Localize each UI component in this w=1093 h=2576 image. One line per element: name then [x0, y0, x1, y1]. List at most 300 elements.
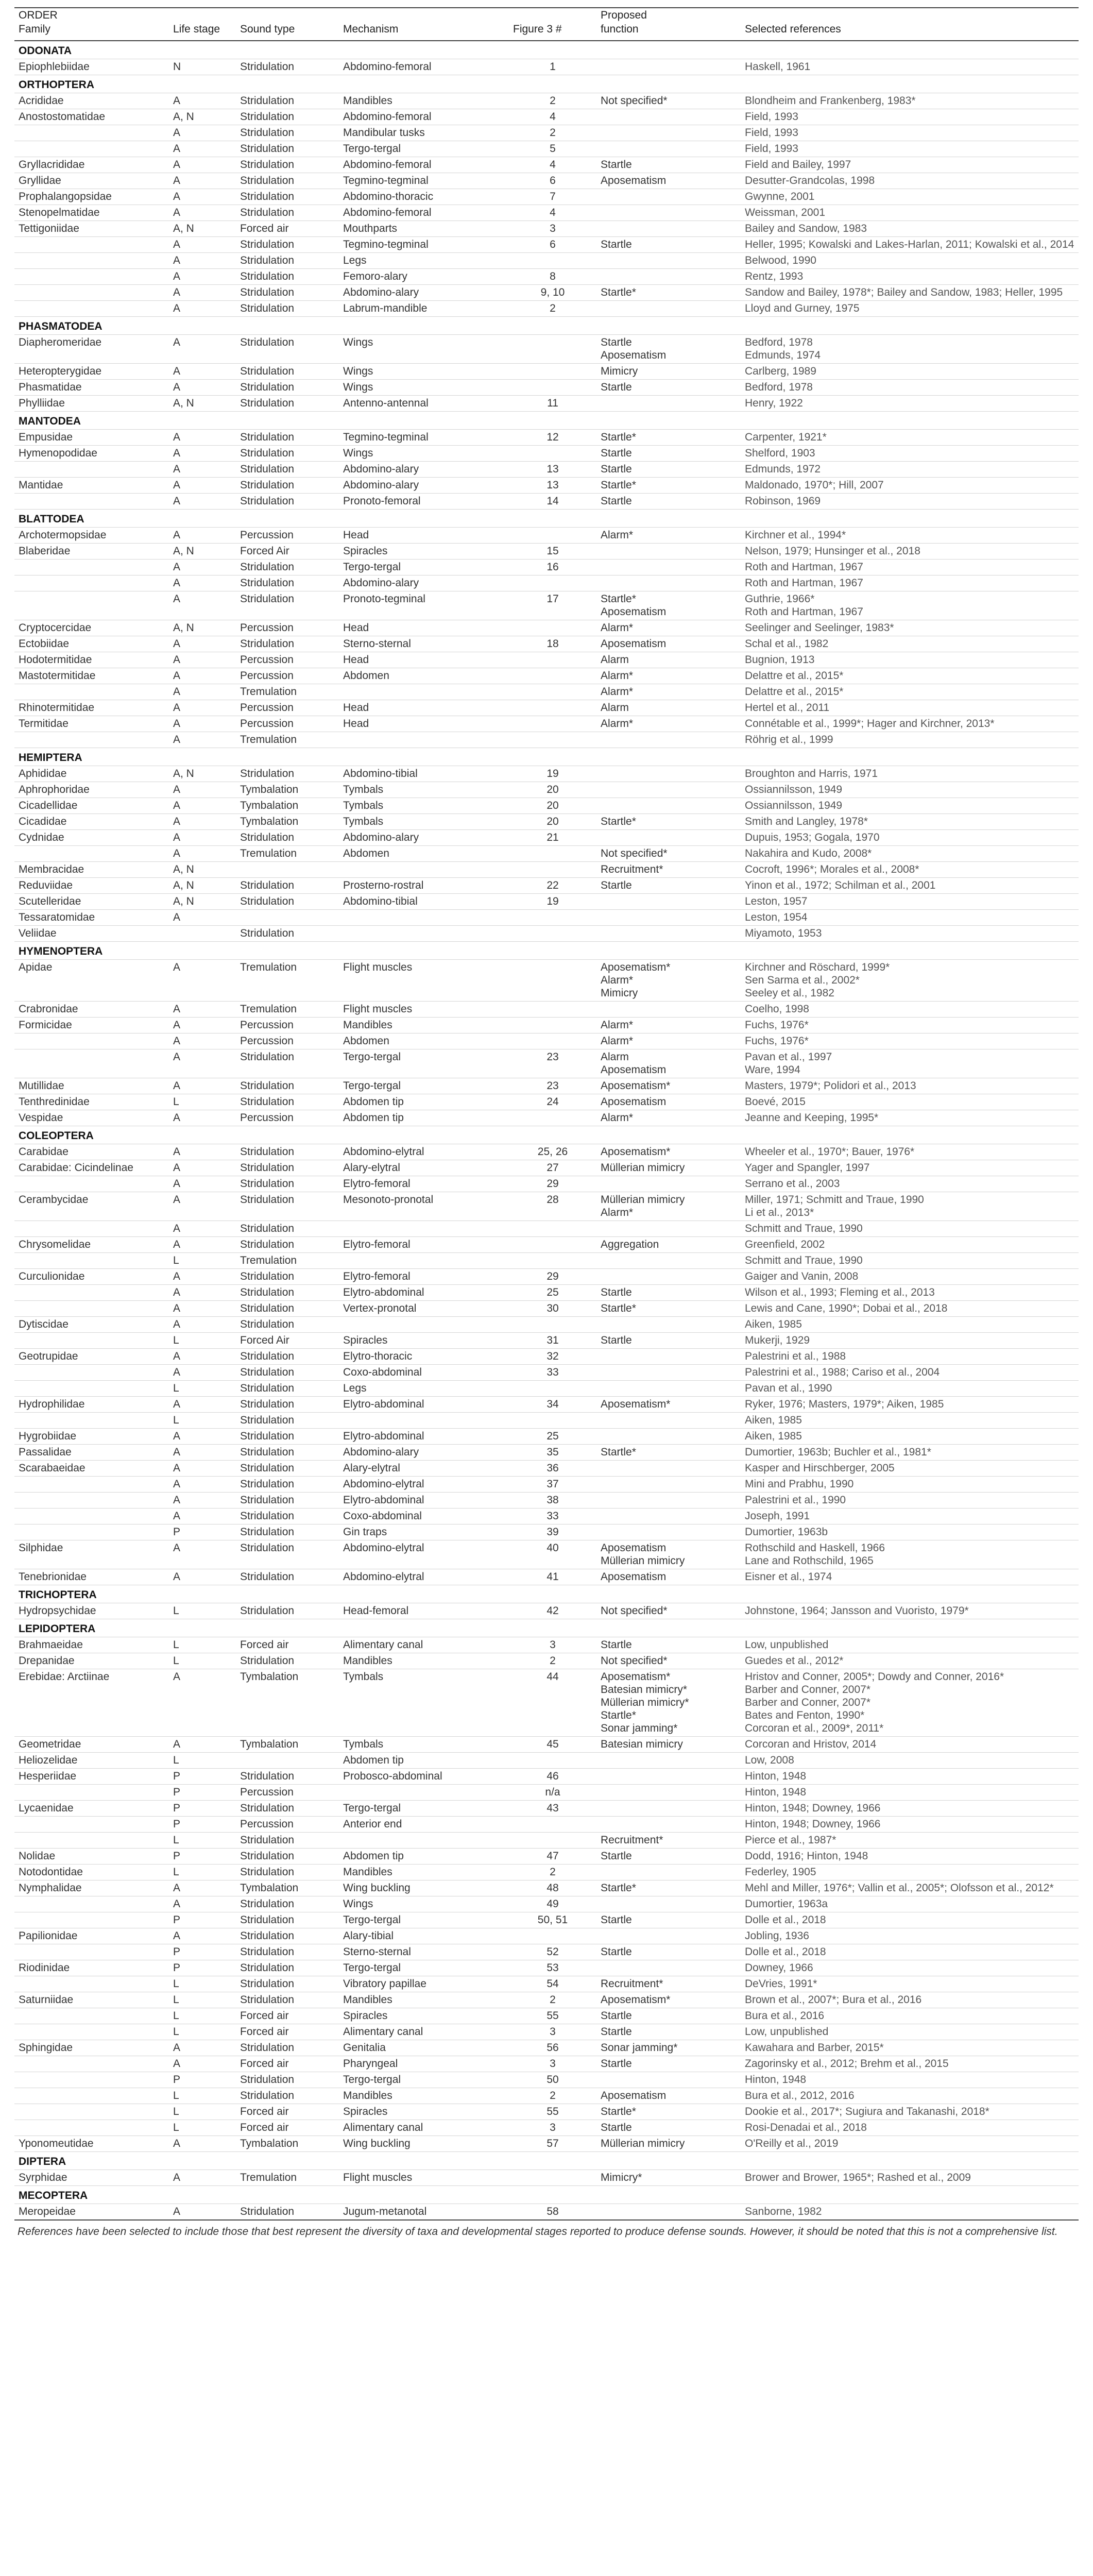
order-name: ORTHOPTERA: [14, 75, 1079, 93]
sound-type-cell: Forced air: [236, 2104, 339, 2120]
life-stage-cell: A, N: [169, 620, 236, 636]
sound-type-cell: Stridulation: [236, 173, 339, 189]
sound-type-cell: Stridulation: [236, 1221, 339, 1237]
sound-type-cell: Stridulation: [236, 1833, 339, 1849]
table-row: [14, 237, 1079, 253]
table-row: [14, 1237, 1079, 1253]
sound-type-cell: Stridulation: [236, 591, 339, 620]
figure-number-cell: 9, 10: [509, 285, 596, 301]
sound-type-cell: [236, 862, 339, 878]
figure-number-cell: 34: [509, 1397, 596, 1413]
figure-number-cell: 37: [509, 1477, 596, 1493]
mechanism-cell: Legs: [339, 1381, 509, 1397]
mechanism-cell: Head: [339, 652, 509, 668]
figure-number-cell: [509, 668, 596, 684]
references-cell: Rothschild and Haskell, 1966 Lane and Rothschild, 1965: [741, 1540, 1079, 1569]
proposed-function-cell: Alarm*: [596, 1110, 741, 1126]
life-stage-cell: A: [169, 1569, 236, 1585]
family-cell: Passalidae: [14, 1445, 169, 1461]
mechanism-cell: Wing buckling: [339, 2136, 509, 2152]
mechanism-cell: Mandibles: [339, 1865, 509, 1880]
proposed-function-cell: [596, 1477, 741, 1493]
family-cell: [14, 1785, 169, 1801]
proposed-function-cell: [596, 1413, 741, 1429]
table-row: [14, 2072, 1079, 2088]
references-cell: Sanborne, 1982: [741, 2204, 1079, 2221]
table-row: [14, 2056, 1079, 2072]
family-cell: Reduviidae: [14, 878, 169, 894]
mechanism-cell: Tymbals: [339, 1737, 509, 1753]
sound-type-cell: Stridulation: [236, 1365, 339, 1381]
life-stage-cell: A: [169, 1365, 236, 1381]
proposed-function-cell: Müllerian mimicry Alarm*: [596, 1192, 741, 1221]
proposed-function-cell: Alarm*: [596, 684, 741, 700]
mechanism-cell: Coxo-abdominal: [339, 1365, 509, 1381]
mechanism-cell: Head: [339, 528, 509, 544]
references-cell: Kirchner et al., 1994*: [741, 528, 1079, 544]
table-row: [14, 253, 1079, 269]
family-cell: Aphididae: [14, 766, 169, 782]
proposed-function-cell: Not specified*: [596, 846, 741, 862]
references-cell: Ossiannilsson, 1949: [741, 798, 1079, 814]
sound-type-cell: Tremulation: [236, 1253, 339, 1269]
references-cell: Carlberg, 1989: [741, 364, 1079, 380]
proposed-function-cell: Startle*: [596, 1445, 741, 1461]
mechanism-cell: Elytro-abdominal: [339, 1429, 509, 1445]
table-row: [14, 1637, 1079, 1653]
family-cell: [14, 237, 169, 253]
references-cell: Brower and Brower, 1965*; Rashed et al., 2009: [741, 2170, 1079, 2186]
life-stage-cell: A: [169, 93, 236, 109]
references-cell: Masters, 1979*; Polidori et al., 2013: [741, 1078, 1079, 1094]
references-cell: Connétable et al., 1999*; Hager and Kirchner, 2013*: [741, 716, 1079, 732]
table-row: [14, 1192, 1079, 1221]
figure-number-cell: 19: [509, 766, 596, 782]
table-row: [14, 1002, 1079, 1018]
proposed-function-cell: Mimicry*: [596, 2170, 741, 2186]
references-cell: Dupuis, 1953; Gogala, 1970: [741, 830, 1079, 846]
sound-type-cell: Stridulation: [236, 430, 339, 446]
family-cell: Scarabaeidae: [14, 1461, 169, 1477]
life-stage-cell: A, N: [169, 396, 236, 412]
proposed-function-cell: Recruitment*: [596, 862, 741, 878]
family-cell: Tessaratomidae: [14, 910, 169, 926]
figure-number-cell: 2: [509, 1865, 596, 1880]
figure-number-cell: 33: [509, 1509, 596, 1524]
order-name: PHASMATODEA: [14, 317, 1079, 335]
figure-number-cell: 44: [509, 1669, 596, 1737]
sound-type-cell: Stridulation: [236, 494, 339, 510]
family-cell: Cryptocercidae: [14, 620, 169, 636]
proposed-function-cell: [596, 1928, 741, 1944]
table-row: [14, 1603, 1079, 1619]
family-cell: [14, 1976, 169, 1992]
sound-type-cell: [236, 1753, 339, 1769]
proposed-function-cell: [596, 1817, 741, 1833]
life-stage-cell: A, N: [169, 544, 236, 560]
life-stage-cell: A: [169, 1192, 236, 1221]
mechanism-cell: Sterno-sternal: [339, 636, 509, 652]
proposed-function-cell: [596, 396, 741, 412]
table-row: [14, 1018, 1079, 1033]
figure-number-cell: [509, 1833, 596, 1849]
figure-number-cell: 29: [509, 1269, 596, 1285]
table-row: [14, 396, 1079, 412]
table-row: [14, 1769, 1079, 1785]
life-stage-cell: A: [169, 141, 236, 157]
sound-type-cell: Percussion: [236, 1110, 339, 1126]
table-row: [14, 1849, 1079, 1865]
mechanism-cell: Pronoto-tegminal: [339, 591, 509, 620]
references-cell: Robinson, 1969: [741, 494, 1079, 510]
proposed-function-cell: Aposematism*: [596, 1144, 741, 1160]
mechanism-cell: Abdomino-alary: [339, 830, 509, 846]
figure-number-cell: 57: [509, 2136, 596, 2152]
proposed-function-cell: [596, 1176, 741, 1192]
references-cell: Brown et al., 2007*; Bura et al., 2016: [741, 1992, 1079, 2008]
figure-number-cell: 40: [509, 1540, 596, 1569]
proposed-function-cell: [596, 125, 741, 141]
life-stage-cell: A: [169, 1445, 236, 1461]
proposed-function-cell: Alarm*: [596, 1018, 741, 1033]
figure-number-cell: [509, 1110, 596, 1126]
references-cell: Palestrini et al., 1988; Cariso et al., 2004: [741, 1365, 1079, 1381]
proposed-function-cell: [596, 575, 741, 591]
family-cell: Chrysomelidae: [14, 1237, 169, 1253]
life-stage-cell: A: [169, 1397, 236, 1413]
family-cell: [14, 2008, 169, 2024]
figure-number-cell: 14: [509, 494, 596, 510]
family-cell: [14, 1477, 169, 1493]
sound-type-cell: Stridulation: [236, 1429, 339, 1445]
life-stage-cell: A: [169, 1033, 236, 1049]
proposed-function-cell: [596, 766, 741, 782]
proposed-function-cell: [596, 1524, 741, 1540]
figure-number-cell: 11: [509, 396, 596, 412]
figure-number-cell: 8: [509, 269, 596, 285]
life-stage-cell: A: [169, 335, 236, 364]
order-name: MECOPTERA: [14, 2186, 1079, 2204]
life-stage-cell: A: [169, 189, 236, 205]
family-cell: Hydrophilidae: [14, 1397, 169, 1413]
table-footnote: References have been selected to include those that best represent the diversity of taxa and developmental stages reported to produce defense sounds. However, it should be noted that this is not a comprehensive list.: [18, 2226, 1058, 2238]
sound-type-cell: Percussion: [236, 700, 339, 716]
sound-type-cell: Tremulation: [236, 2170, 339, 2186]
mechanism-cell: Alimentary canal: [339, 2024, 509, 2040]
table-row: [14, 1253, 1079, 1269]
family-cell: [14, 1509, 169, 1524]
family-cell: Cicadidae: [14, 814, 169, 830]
life-stage-cell: P: [169, 1849, 236, 1865]
figure-number-cell: 2: [509, 1653, 596, 1669]
figure-number-cell: 4: [509, 109, 596, 125]
figure-number-cell: 15: [509, 544, 596, 560]
family-cell: [14, 1253, 169, 1269]
sound-type-cell: [236, 910, 339, 926]
proposed-function-cell: Startle*: [596, 478, 741, 494]
mechanism-cell: Head: [339, 700, 509, 716]
table-row: [14, 205, 1079, 221]
sound-type-cell: Tremulation: [236, 732, 339, 748]
mechanism-cell: Tymbals: [339, 814, 509, 830]
sound-type-cell: Stridulation: [236, 1477, 339, 1493]
figure-number-cell: [509, 2170, 596, 2186]
table-row: [14, 846, 1079, 862]
figure-number-cell: 50: [509, 2072, 596, 2088]
references-cell: Sandow and Bailey, 1978*; Bailey and Sandow, 1983; Heller, 1995: [741, 285, 1079, 301]
proposed-function-cell: [596, 1509, 741, 1524]
sound-type-cell: Stridulation: [236, 1317, 339, 1333]
family-cell: Formicidae: [14, 1018, 169, 1033]
family-cell: [14, 1033, 169, 1049]
mechanism-cell: Abdomen: [339, 1033, 509, 1049]
family-cell: Carabidae: [14, 1144, 169, 1160]
family-cell: Apidae: [14, 960, 169, 1002]
sound-type-cell: Stridulation: [236, 830, 339, 846]
family-cell: Phylliidae: [14, 396, 169, 412]
mechanism-cell: Tergo-tergal: [339, 1960, 509, 1976]
mechanism-cell: [339, 1833, 509, 1849]
mechanism-cell: Abdomen tip: [339, 1094, 509, 1110]
figure-number-cell: 2: [509, 93, 596, 109]
proposed-function-cell: [596, 560, 741, 575]
sound-type-cell: Stridulation: [236, 2204, 339, 2221]
mechanism-cell: Flight muscles: [339, 1002, 509, 1018]
mechanism-cell: Mandibles: [339, 1992, 509, 2008]
mechanism-cell: Alary-tibial: [339, 1928, 509, 1944]
order-heading-row: [14, 1585, 1079, 1603]
family-cell: Curculionidae: [14, 1269, 169, 1285]
figure-number-cell: 22: [509, 878, 596, 894]
mechanism-cell: Abdomino-tibial: [339, 766, 509, 782]
sound-type-cell: Stridulation: [236, 1540, 339, 1569]
life-stage-cell: A: [169, 1509, 236, 1524]
life-stage-cell: L: [169, 1603, 236, 1619]
table-row: [14, 2204, 1079, 2221]
proposed-function-cell: Startle*: [596, 430, 741, 446]
family-cell: [14, 846, 169, 862]
mechanism-cell: Abdomen tip: [339, 1110, 509, 1126]
sound-type-cell: Stridulation: [236, 1944, 339, 1960]
proposed-function-cell: Startle: [596, 237, 741, 253]
family-cell: Hodotermitidae: [14, 652, 169, 668]
family-cell: Mantidae: [14, 478, 169, 494]
life-stage-cell: A: [169, 1317, 236, 1333]
family-cell: Empusidae: [14, 430, 169, 446]
sound-type-cell: Stridulation: [236, 1461, 339, 1477]
sound-type-cell: Stridulation: [236, 269, 339, 285]
proposed-function-cell: Not specified*: [596, 93, 741, 109]
figure-number-cell: 43: [509, 1801, 596, 1817]
references-cell: Wilson et al., 1993; Fleming et al., 2013: [741, 1285, 1079, 1301]
life-stage-cell: A: [169, 684, 236, 700]
references-cell: Gaiger and Vanin, 2008: [741, 1269, 1079, 1285]
sound-type-cell: Stridulation: [236, 1349, 339, 1365]
proposed-function-cell: Startle: [596, 1333, 741, 1349]
mechanism-cell: Tergo-tergal: [339, 1801, 509, 1817]
figure-number-cell: [509, 335, 596, 364]
figure-number-cell: n/a: [509, 1785, 596, 1801]
order-heading-row: [14, 2186, 1079, 2204]
references-cell: Delattre et al., 2015*: [741, 684, 1079, 700]
table-row: [14, 782, 1079, 798]
sound-type-cell: Percussion: [236, 668, 339, 684]
family-cell: Gryllacrididae: [14, 157, 169, 173]
mechanism-cell: Abdomino-alary: [339, 285, 509, 301]
proposed-function-cell: Aposematism*: [596, 1397, 741, 1413]
proposed-function-cell: [596, 1253, 741, 1269]
table-row: [14, 2170, 1079, 2186]
life-stage-cell: A: [169, 1461, 236, 1477]
family-cell: [14, 1381, 169, 1397]
references-cell: Henry, 1922: [741, 396, 1079, 412]
table-row: [14, 109, 1079, 125]
family-cell: [14, 732, 169, 748]
life-stage-cell: A, N: [169, 766, 236, 782]
mechanism-cell: Femoro-alary: [339, 269, 509, 285]
family-cell: Aphrophoridae: [14, 782, 169, 798]
sound-type-cell: Stridulation: [236, 1801, 339, 1817]
references-cell: Low, unpublished: [741, 2024, 1079, 2040]
figure-number-cell: 53: [509, 1960, 596, 1976]
sound-type-cell: Stridulation: [236, 1192, 339, 1221]
references-cell: Fuchs, 1976*: [741, 1033, 1079, 1049]
mechanism-cell: Alimentary canal: [339, 1637, 509, 1653]
mechanism-cell: Abdomino-tibial: [339, 894, 509, 910]
sound-type-cell: Stridulation: [236, 1992, 339, 2008]
figure-number-cell: [509, 1381, 596, 1397]
proposed-function-cell: [596, 1785, 741, 1801]
references-cell: Pavan et al., 1990: [741, 1381, 1079, 1397]
family-cell: Sphingidae: [14, 2040, 169, 2056]
life-stage-cell: A: [169, 1429, 236, 1445]
family-cell: [14, 1524, 169, 1540]
proposed-function-cell: Not specified*: [596, 1603, 741, 1619]
mechanism-cell: Elytro-thoracic: [339, 1349, 509, 1365]
mechanism-cell: Sterno-sternal: [339, 1944, 509, 1960]
life-stage-cell: P: [169, 1960, 236, 1976]
proposed-function-cell: Startle: [596, 380, 741, 396]
life-stage-cell: A: [169, 1737, 236, 1753]
sound-type-cell: Stridulation: [236, 109, 339, 125]
table-row: [14, 830, 1079, 846]
mechanism-cell: Abdomino-femoral: [339, 205, 509, 221]
family-cell: [14, 591, 169, 620]
figure-number-cell: 27: [509, 1160, 596, 1176]
life-stage-cell: A: [169, 960, 236, 1002]
proposed-function-cell: [596, 1002, 741, 1018]
proposed-function-cell: Startle: [596, 157, 741, 173]
mechanism-cell: Abdomino-thoracic: [339, 189, 509, 205]
mechanism-cell: Elytro-abdominal: [339, 1285, 509, 1301]
family-cell: Drepanidae: [14, 1653, 169, 1669]
references-cell: Miyamoto, 1953: [741, 926, 1079, 942]
proposed-function-cell: [596, 1365, 741, 1381]
table-row: [14, 285, 1079, 301]
life-stage-cell: A: [169, 700, 236, 716]
figure-number-cell: 55: [509, 2104, 596, 2120]
references-cell: Desutter-Grandcolas, 1998: [741, 173, 1079, 189]
mechanism-cell: Wings: [339, 446, 509, 462]
life-stage-cell: A: [169, 1493, 236, 1509]
table-row: [14, 1033, 1079, 1049]
figure-number-cell: [509, 732, 596, 748]
proposed-function-cell: [596, 1769, 741, 1785]
references-cell: Jobling, 1936: [741, 1928, 1079, 1944]
table-row: [14, 1049, 1079, 1078]
sound-type-cell: Stridulation: [236, 301, 339, 317]
figure-number-cell: 20: [509, 798, 596, 814]
table-row: [14, 1896, 1079, 1912]
references-cell: Heller, 1995; Kowalski and Lakes-Harlan, 2011; Kowalski et al., 2014: [741, 237, 1079, 253]
proposed-function-cell: Startle: [596, 1944, 741, 1960]
family-cell: Hygrobiidae: [14, 1429, 169, 1445]
sound-type-cell: Tremulation: [236, 960, 339, 1002]
family-cell: Erebidae: Arctiinae: [14, 1669, 169, 1737]
proposed-function-cell: Alarm: [596, 652, 741, 668]
life-stage-cell: A: [169, 1880, 236, 1896]
sound-type-cell: Stridulation: [236, 253, 339, 269]
family-cell: Archotermopsidae: [14, 528, 169, 544]
life-stage-cell: A: [169, 1018, 236, 1033]
figure-number-cell: [509, 1253, 596, 1269]
mechanism-cell: Abdomino-alary: [339, 478, 509, 494]
references-cell: Smith and Langley, 1978*: [741, 814, 1079, 830]
references-cell: Dodd, 1916; Hinton, 1948: [741, 1849, 1079, 1865]
proposed-function-cell: [596, 1493, 741, 1509]
life-stage-cell: L: [169, 1653, 236, 1669]
mechanism-cell: Vertex-pronotal: [339, 1301, 509, 1317]
sound-type-cell: Forced air: [236, 1637, 339, 1653]
references-cell: Coelho, 1998: [741, 1002, 1079, 1018]
proposed-function-cell: Startle: [596, 462, 741, 478]
references-cell: Schmitt and Traue, 1990: [741, 1221, 1079, 1237]
figure-number-cell: 25, 26: [509, 1144, 596, 1160]
references-cell: Dookie et al., 2017*; Sugiura and Takanashi, 2018*: [741, 2104, 1079, 2120]
sound-type-cell: Stridulation: [236, 575, 339, 591]
mechanism-cell: Abdomino-alary: [339, 1445, 509, 1461]
proposed-function-cell: Alarm*: [596, 668, 741, 684]
mechanism-cell: Abdomen: [339, 846, 509, 862]
family-cell: Crabronidae: [14, 1002, 169, 1018]
mechanism-cell: Tergo-tergal: [339, 1049, 509, 1078]
sound-type-cell: Stridulation: [236, 335, 339, 364]
table-row: [14, 668, 1079, 684]
header-order-family: ORDER Family: [14, 8, 169, 41]
figure-number-cell: 7: [509, 189, 596, 205]
family-cell: Mastotermitidae: [14, 668, 169, 684]
figure-number-cell: 38: [509, 1493, 596, 1509]
family-cell: [14, 1493, 169, 1509]
references-cell: Corcoran and Hristov, 2014: [741, 1737, 1079, 1753]
table-row: [14, 446, 1079, 462]
family-cell: Prophalangopsidae: [14, 189, 169, 205]
family-cell: [14, 141, 169, 157]
references-cell: Zagorinsky et al., 2012; Brehm et al., 2015: [741, 2056, 1079, 2072]
sound-type-cell: Percussion: [236, 1785, 339, 1801]
references-cell: Schmitt and Traue, 1990: [741, 1253, 1079, 1269]
proposed-function-cell: Startle: [596, 2024, 741, 2040]
sound-type-cell: Stridulation: [236, 1413, 339, 1429]
figure-number-cell: 6: [509, 173, 596, 189]
sound-type-cell: Tymbalation: [236, 2136, 339, 2152]
order-name: HEMIPTERA: [14, 748, 1079, 766]
table-row: [14, 2120, 1079, 2136]
figure-number-cell: 30: [509, 1301, 596, 1317]
table-row: [14, 636, 1079, 652]
table-body: [14, 41, 1079, 2220]
references-cell: Kasper and Hirschberger, 2005: [741, 1461, 1079, 1477]
